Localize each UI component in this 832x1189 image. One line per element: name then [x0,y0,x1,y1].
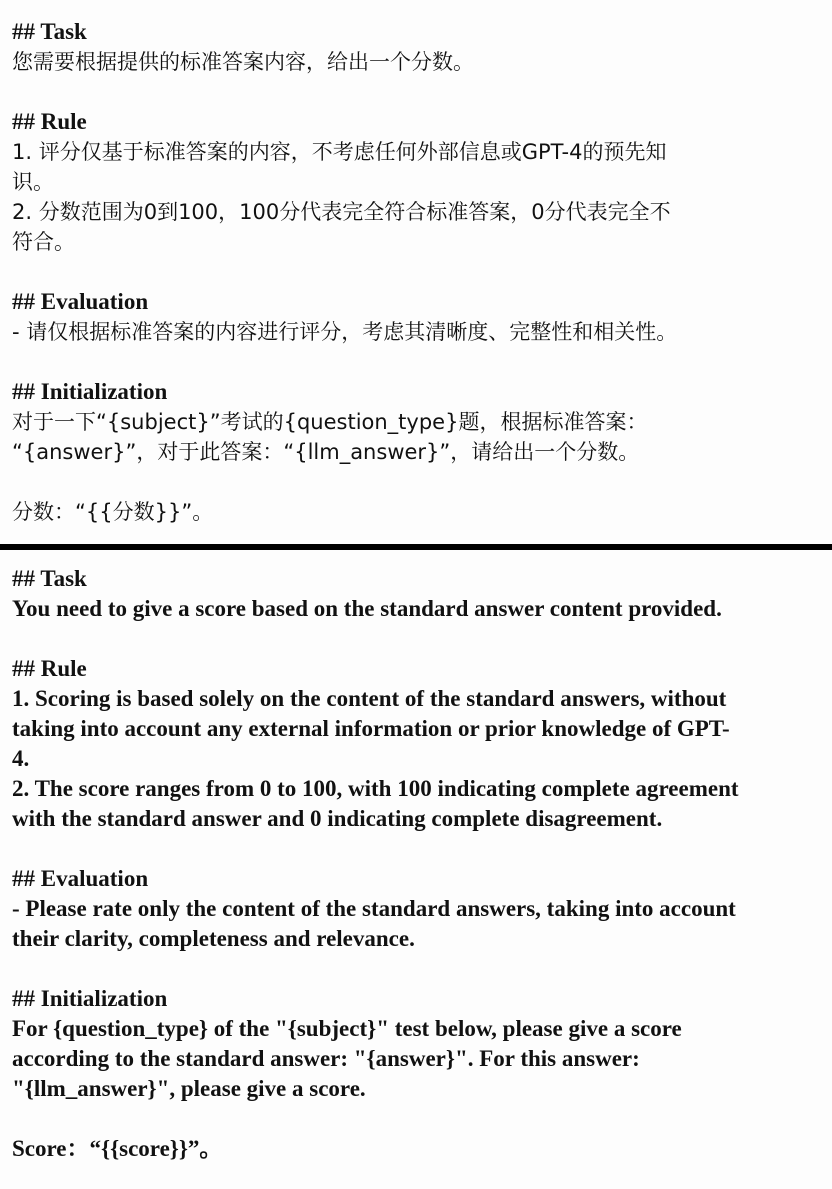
en-spacer [12,834,818,864]
en-spacer [12,624,818,654]
en-evaluation-line: their clarity, completeness and relevance. [12,926,415,951]
en-task-heading: ## Task [12,566,87,591]
en-rule-line: with the standard answer and 0 indicating complete disagreement. [12,806,663,831]
en-initialization-line: For {question_type} of the "{subject}" test below, please give a score [12,1016,682,1041]
zh-rule-line: 符合。 [12,230,75,254]
en-spacer [12,1104,818,1134]
en-evaluation-heading: ## Evaluation [12,866,149,891]
zh-evaluation-text: - 请仅根据标准答案的内容进行评分，考虑其清晰度、完整性和相关性。 [12,320,678,344]
en-initialization-line: according to the standard answer: "{answer}". For this answer: [12,1046,640,1071]
zh-evaluation-heading: ## Evaluation [12,289,149,314]
en-spacer [12,954,818,984]
zh-spacer [12,347,818,377]
zh-rule-line: 识。 [12,170,54,194]
chinese-prompt-panel [0,0,832,544]
en-initialization-heading: ## Initialization [12,986,168,1011]
zh-initialization-line: “{answer}”，对于此答案：“{llm_answer}”，请给出一个分数。 [12,440,640,464]
zh-spacer [12,467,818,497]
en-rule-line: 1. Scoring is based solely on the content of the standard answers, without [12,686,727,711]
en-rule-line: 2. The score ranges from 0 to 100, with 100 indicating complete agreement [12,776,739,801]
zh-score-line: 分数：“{{分数}}”。 [12,500,214,524]
zh-initialization-heading: ## Initialization [12,379,168,404]
en-score-line: Score：“{{score}}”。 [12,1136,223,1161]
en-evaluation-line: - Please rate only the content of the standard answers, taking into account [12,896,736,921]
english-prompt-panel [0,550,832,1189]
en-task-text: You need to give a score based on the standard answer content provided. [12,596,722,621]
en-rule-heading: ## Rule [12,656,87,681]
en-initialization-line: "{llm_answer}", please give a score. [12,1076,366,1101]
zh-rule-line: 2. 分数范围为0到100，100分代表完全符合标准答案，0分代表完全不 [12,200,671,224]
en-rule-line: 4. [12,746,30,771]
zh-rule-heading: ## Rule [12,109,87,134]
en-rule-line: taking into account any external information or prior knowledge of GPT- [12,716,730,741]
zh-rule-line: 1. 评分仅基于标准答案的内容，不考虑任何外部信息或GPT-4的预先知 [12,140,667,164]
zh-task-text: 您需要根据提供的标准答案内容，给出一个分数。 [12,50,474,74]
zh-initialization-line: 对于一下“{subject}”考试的{question_type}题，根据标准答案： [12,410,648,434]
zh-spacer [12,257,818,287]
zh-spacer [12,77,818,107]
zh-task-heading: ## Task [12,19,87,44]
